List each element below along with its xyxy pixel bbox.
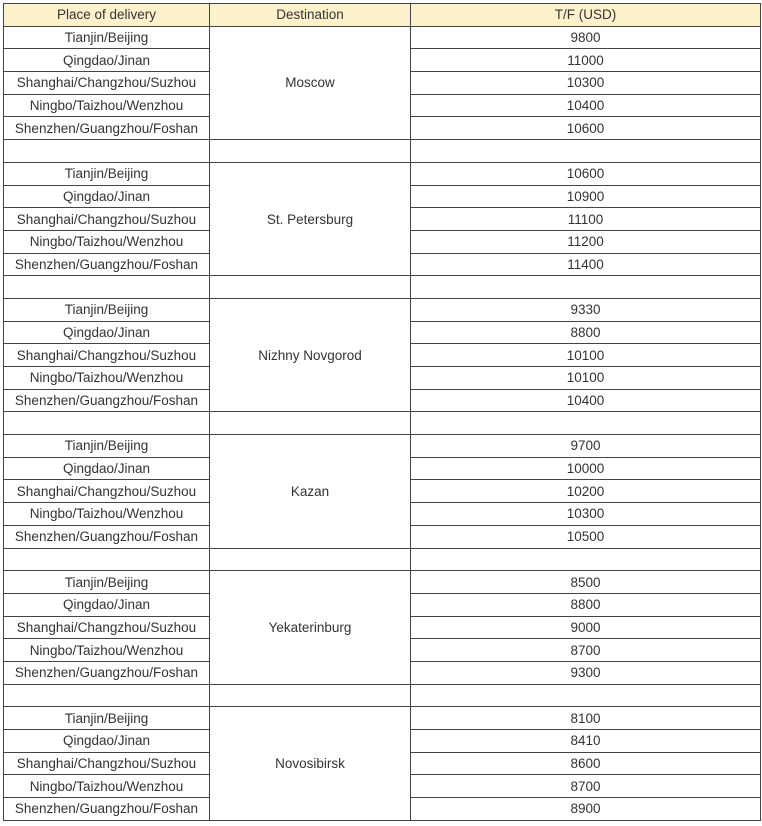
place-cell: Shanghai/Changzhou/Suzhou <box>4 344 210 367</box>
table-row <box>4 707 761 730</box>
price-cell: 10300 <box>411 72 761 95</box>
price-cell: 8500 <box>411 571 761 594</box>
table-body <box>4 26 761 820</box>
spacer-cell <box>4 548 210 571</box>
table-row <box>4 298 761 321</box>
price-cell: 9300 <box>411 661 761 684</box>
place-cell: Ningbo/Taizhou/Wenzhou <box>4 94 210 117</box>
place-cell: Ningbo/Taizhou/Wenzhou <box>4 639 210 662</box>
price-cell: 10300 <box>411 503 761 526</box>
place-cell: Tianjin/Beijing <box>4 26 210 49</box>
destination-cell: Yekaterinburg <box>210 571 411 684</box>
place-cell: Qingdao/Jinan <box>4 457 210 480</box>
destination-cell: Kazan <box>210 435 411 548</box>
price-cell: 10400 <box>411 389 761 412</box>
place-cell: Ningbo/Taizhou/Wenzhou <box>4 503 210 526</box>
place-cell: Shanghai/Changzhou/Suzhou <box>4 208 210 231</box>
price-cell: 8800 <box>411 321 761 344</box>
header-destination: Destination <box>210 4 411 27</box>
destination-cell: Novosibirsk <box>210 707 411 820</box>
spacer-cell <box>210 548 411 571</box>
price-cell: 10200 <box>411 480 761 503</box>
place-cell: Tianjin/Beijing <box>4 162 210 185</box>
place-cell: Ningbo/Taizhou/Wenzhou <box>4 367 210 390</box>
spacer-row <box>4 548 761 571</box>
place-cell: Shanghai/Changzhou/Suzhou <box>4 616 210 639</box>
header-row <box>4 4 761 27</box>
place-cell: Qingdao/Jinan <box>4 593 210 616</box>
price-cell: 10400 <box>411 94 761 117</box>
place-cell: Shenzhen/Guangzhou/Foshan <box>4 525 210 548</box>
price-cell: 10500 <box>411 525 761 548</box>
freight-rate-table <box>3 3 761 821</box>
table-row <box>4 435 761 458</box>
place-cell: Qingdao/Jinan <box>4 185 210 208</box>
price-cell: 11200 <box>411 230 761 253</box>
spacer-cell <box>4 684 210 707</box>
price-cell: 8900 <box>411 798 761 821</box>
destination-cell: Nizhny Novgorod <box>210 298 411 411</box>
spacer-cell <box>4 412 210 435</box>
price-cell: 8700 <box>411 639 761 662</box>
place-cell: Qingdao/Jinan <box>4 321 210 344</box>
place-cell: Shanghai/Changzhou/Suzhou <box>4 752 210 775</box>
price-cell: 9330 <box>411 298 761 321</box>
place-cell: Qingdao/Jinan <box>4 49 210 72</box>
spacer-cell <box>4 140 210 163</box>
destination-cell: Moscow <box>210 26 411 139</box>
price-cell: 8700 <box>411 775 761 798</box>
spacer-cell <box>411 412 761 435</box>
place-cell: Shenzhen/Guangzhou/Foshan <box>4 661 210 684</box>
price-cell: 10100 <box>411 367 761 390</box>
price-cell: 11000 <box>411 49 761 72</box>
price-cell: 8410 <box>411 730 761 753</box>
spacer-cell <box>411 276 761 299</box>
place-cell: Tianjin/Beijing <box>4 571 210 594</box>
place-cell: Shenzhen/Guangzhou/Foshan <box>4 117 210 140</box>
table-row <box>4 571 761 594</box>
place-cell: Ningbo/Taizhou/Wenzhou <box>4 230 210 253</box>
place-cell: Tianjin/Beijing <box>4 435 210 458</box>
price-cell: 9700 <box>411 435 761 458</box>
place-cell: Shanghai/Changzhou/Suzhou <box>4 480 210 503</box>
place-cell: Tianjin/Beijing <box>4 298 210 321</box>
spacer-cell <box>210 140 411 163</box>
spacer-row <box>4 412 761 435</box>
place-cell: Ningbo/Taizhou/Wenzhou <box>4 775 210 798</box>
place-cell: Shenzhen/Guangzhou/Foshan <box>4 389 210 412</box>
price-cell: 8800 <box>411 593 761 616</box>
place-cell: Qingdao/Jinan <box>4 730 210 753</box>
place-cell: Tianjin/Beijing <box>4 707 210 730</box>
price-cell: 9800 <box>411 26 761 49</box>
price-cell: 10000 <box>411 457 761 480</box>
price-cell: 10600 <box>411 117 761 140</box>
spacer-cell <box>411 548 761 571</box>
spacer-cell <box>411 140 761 163</box>
table-row <box>4 162 761 185</box>
price-cell: 10100 <box>411 344 761 367</box>
spacer-cell <box>210 684 411 707</box>
price-cell: 11100 <box>411 208 761 231</box>
price-cell: 11400 <box>411 253 761 276</box>
destination-cell: St. Petersburg <box>210 162 411 275</box>
price-cell: 8100 <box>411 707 761 730</box>
spacer-cell <box>210 412 411 435</box>
place-cell: Shenzhen/Guangzhou/Foshan <box>4 798 210 821</box>
spacer-cell <box>4 276 210 299</box>
price-cell: 8600 <box>411 752 761 775</box>
spacer-row <box>4 684 761 707</box>
spacer-row <box>4 140 761 163</box>
price-cell: 9000 <box>411 616 761 639</box>
header-tf-usd: T/F (USD) <box>411 4 761 27</box>
spacer-cell <box>210 276 411 299</box>
header-place-of-delivery: Place of delivery <box>4 4 210 27</box>
spacer-cell <box>411 684 761 707</box>
spacer-row <box>4 276 761 299</box>
price-cell: 10600 <box>411 162 761 185</box>
price-cell: 10900 <box>411 185 761 208</box>
place-cell: Shenzhen/Guangzhou/Foshan <box>4 253 210 276</box>
table-row <box>4 26 761 49</box>
place-cell: Shanghai/Changzhou/Suzhou <box>4 72 210 95</box>
